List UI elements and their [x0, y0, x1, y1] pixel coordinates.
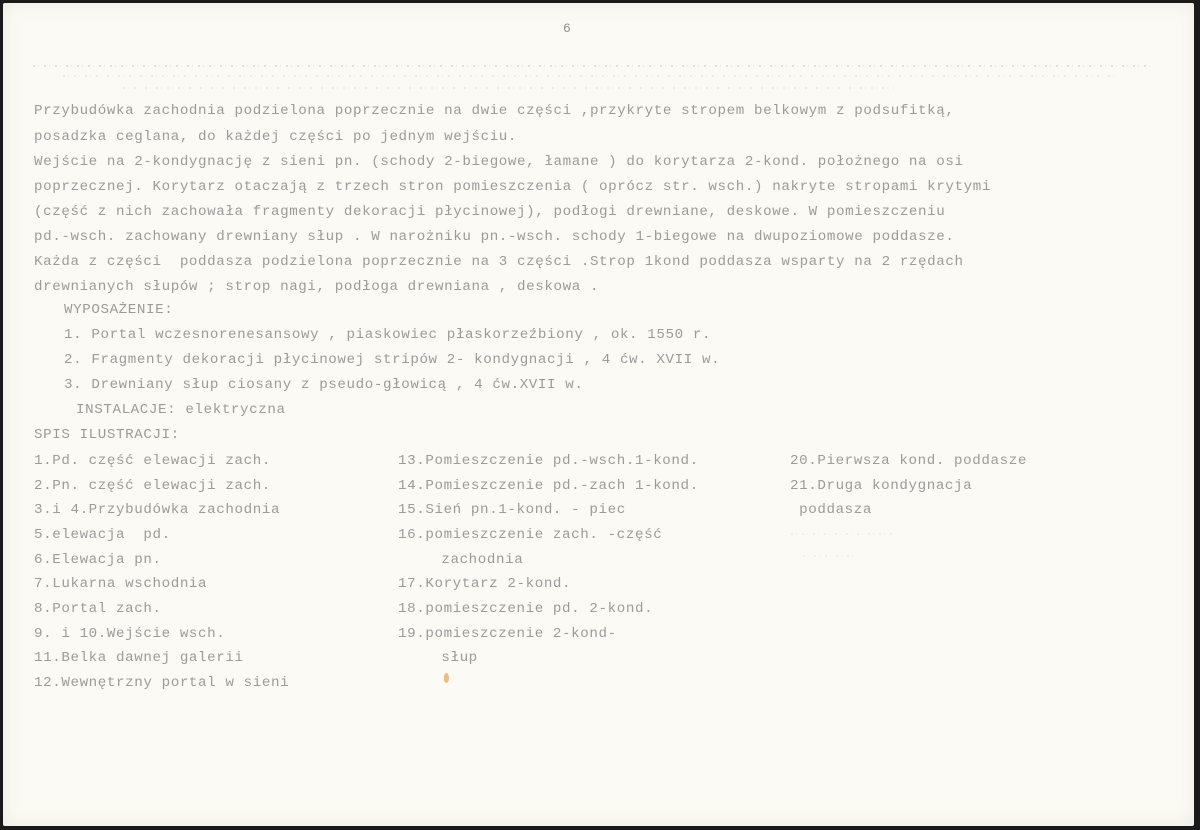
- illustration-item: 9. i 10.Wejście wsch.: [34, 626, 226, 642]
- paragraph-line: Każda z części poddasza podzielona poprzecznie na 3 części .Strop 1kond poddasza wsparty na 2 rzędach: [34, 254, 964, 270]
- equipment-heading: WYPOSAŻENIE:: [64, 302, 174, 318]
- paragraph-line: poprzecznej. Korytarz otaczają z trzech stron pomieszczenia ( oprócz str. wsch.) nakryte stropami krytymi: [34, 179, 991, 195]
- illustration-item: 1.Pd. część elewacji zach.: [34, 453, 271, 469]
- illustration-item: 20.Pierwsza kond. poddasze: [790, 453, 1027, 469]
- paragraph-line: Wejście na 2-kondygnację z sieni pn. (schody 2-biegowe, łamane ) do korytarza 2-kond. położnego na osi: [34, 154, 964, 170]
- illustration-item: 18.pomieszczenie pd. 2-kond.: [398, 601, 654, 617]
- illustration-item: poddasza: [790, 502, 873, 518]
- paragraph-line: posadzka ceglana, do każdej części po jednym wejściu.: [34, 129, 518, 145]
- paragraph-line: Przybudówka zachodnia podzielona poprzecznie na dwie części ,przykryte stropem belkowym z podsufitką,: [34, 103, 955, 119]
- illustration-item: 21.Druga kondygnacja: [790, 478, 973, 494]
- illustration-item: 15.Sień pn.1-kond. - piec: [398, 502, 626, 518]
- show-through-mark: [33, 65, 1154, 67]
- illustration-item: 7.Lukarna wschodnia: [34, 576, 208, 592]
- document-page: [3, 3, 1194, 826]
- illustration-item: 3.i 4.Przybudówka zachodnia: [34, 502, 281, 518]
- page-number: 6: [563, 21, 572, 36]
- illustration-item: 6.Elewacja pn.: [34, 552, 162, 568]
- show-through-mark: [803, 555, 854, 557]
- installations-line: INSTALACJE: elektryczna: [76, 402, 286, 418]
- illustration-item: 17.Korytarz 2-kond.: [398, 576, 572, 592]
- illustration-item: zachodnia: [414, 552, 524, 568]
- illustrations-heading: SPIS ILUSTRACJI:: [34, 427, 180, 443]
- equipment-item: 2. Fragmenty dekoracji płycinowej stripów 2- kondygnacji , 4 ćw. XVII w.: [64, 352, 721, 368]
- illustration-item: 14.Pomieszczenie pd.-zach 1-kond.: [398, 478, 699, 494]
- illustration-item: 19.pomieszczenie 2-kond-: [398, 626, 617, 642]
- illustration-item: 16.pomieszczenie zach. -część: [398, 527, 663, 543]
- paragraph-line: pd.-wsch. zachowany drewniany słup . W narożniku pn.-wsch. schody 1-biegowe na dwupoziomowe poddasze.: [34, 229, 955, 245]
- illustration-item: 2.Pn. część elewacji zach.: [34, 478, 271, 494]
- illustration-item: 12.Wewnętrzny portal w sieni: [34, 675, 290, 691]
- paragraph-line: (część z nich zachowała fragmenty dekoracji płycinowej), podłogi drewniane, deskowe. W pomieszczeniu: [34, 204, 946, 220]
- illustration-item: słup: [414, 650, 478, 666]
- illustration-item: 11.Belka dawnej galerii: [34, 650, 244, 666]
- show-through-mark: [791, 533, 894, 535]
- equipment-item: 1. Portal wczesnorenesansowy , piaskowiec płaskorzeźbiony , ok. 1550 r.: [64, 327, 712, 343]
- illustration-item: 13.Pomieszczenie pd.-wsch.1-kond.: [398, 453, 699, 469]
- paragraph-line: drewnianych słupów ; strop nagi, podłoga drewniana , deskowa .: [34, 279, 600, 295]
- equipment-item: 3. Drewniany słup ciosany z pseudo-głowicą , 4 ćw.XVII w.: [64, 377, 584, 393]
- paper-stain: [444, 673, 449, 683]
- show-through-mark: [123, 87, 894, 89]
- illustration-item: 5.elewacja pd.: [34, 527, 171, 543]
- illustration-item: 8.Portal zach.: [34, 601, 162, 617]
- show-through-mark: [63, 75, 1114, 77]
